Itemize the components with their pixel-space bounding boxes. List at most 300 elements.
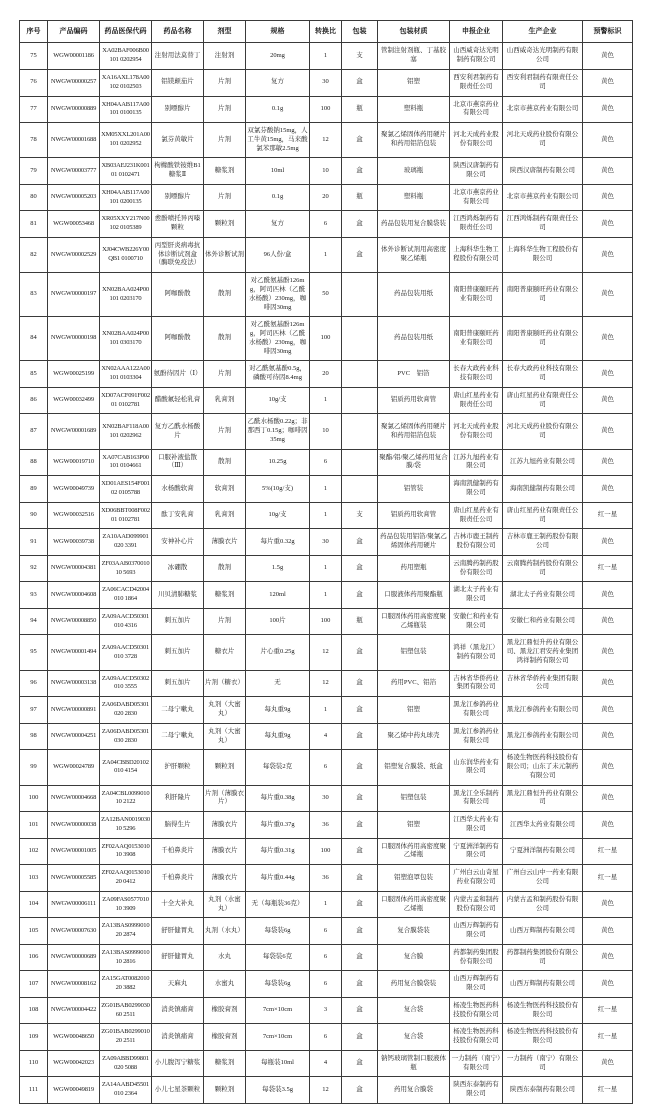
cell-applicant-company: 北京市燕京药业有限公司 <box>450 184 503 211</box>
cell-manufacturer-company: 南阳普康颐旺药业有限公司 <box>503 317 583 361</box>
cell-conversion-ratio: 10 <box>310 414 342 449</box>
cell-package <box>342 414 378 449</box>
cell-insurance-code: XD06BBT008F00201 0102781 <box>100 502 152 529</box>
cell-package-material: 药品包装用铝箔/聚氯乙烯固体药用硬片 <box>378 529 450 556</box>
cell-manufacturer-company: 山西万辉制药有限公司 <box>503 971 583 998</box>
cell-specification: 5%(10g/支) <box>246 476 310 503</box>
cell-manufacturer-company: 山西威奇达光明制药有限公司 <box>503 43 583 70</box>
cell-dosage-form: 散剂 <box>204 273 246 317</box>
cell-package <box>342 449 378 476</box>
cell-applicant-company: 一力制药（南宁）有限公司 <box>450 1050 503 1077</box>
cell-conversion-ratio: 36 <box>310 812 342 839</box>
cell-insurance-code: XD07ACF091F00201 0102781 <box>100 387 152 414</box>
cell-package: 盒 <box>342 750 378 785</box>
cell-insurance-code: XJ04CWB226Y00QB1 0100710 <box>100 237 152 272</box>
cell-insurance-code: ZA15GAT008201020 3882 <box>100 971 152 998</box>
cell-package <box>342 273 378 317</box>
cell-insurance-code: XN02AAA122A00101 0103304 <box>100 361 152 388</box>
cell-applicant-company: 唐山红星药业有限责任公司 <box>450 387 503 414</box>
cell-package: 盒 <box>342 697 378 724</box>
cell-warning-flag: 黄色 <box>583 69 633 96</box>
cell-warning-flag: 黄色 <box>583 891 633 918</box>
cell-package: 盒 <box>342 670 378 697</box>
cell-product-code: NWGW00000891 <box>48 697 100 724</box>
cell-drug-name: 枸橼酸铁铵维B1糖浆Ⅱ <box>152 158 204 185</box>
cell-drug-name: 脑得生片 <box>152 812 204 839</box>
cell-product-code: NWGW00000689 <box>48 944 100 971</box>
column-header-insurance-code: 药品医保代码 <box>100 21 152 43</box>
cell-drug-name: 别嘌醇片 <box>152 96 204 123</box>
table-row <box>20 865 633 892</box>
cell-package-material: 聚酯/铝/聚乙烯药用复合膜/袋 <box>378 449 450 476</box>
cell-package-material: 药用复合膜袋装 <box>378 971 450 998</box>
cell-insurance-code: ZA09AACD50301010 4316 <box>100 608 152 635</box>
cell-warning-flag: 黄色 <box>583 361 633 388</box>
cell-row-number: 90 <box>20 502 48 529</box>
cell-package-material: 铝塑包装 <box>378 635 450 670</box>
table-row <box>20 918 633 945</box>
cell-row-number: 77 <box>20 96 48 123</box>
cell-product-code: WGW00048650 <box>48 1024 100 1051</box>
cell-specification: 双氯芬酸钠15mg，人工牛黄15mg，马来酸氯苯那敏2.5mg <box>246 123 310 158</box>
cell-package-material: 口服固体药用高密度聚乙烯瓶 <box>378 891 450 918</box>
table-row <box>20 838 633 865</box>
column-header-specification: 规格 <box>246 21 310 43</box>
cell-product-code: WGW00042023 <box>48 1050 100 1077</box>
cell-dosage-form: 颗粒剂 <box>204 1077 246 1104</box>
cell-dosage-form: 片剂（糖衣） <box>204 670 246 697</box>
cell-package-material: 口服液体药用聚酯瓶 <box>378 582 450 609</box>
cell-row-number: 86 <box>20 387 48 414</box>
cell-package: 盒 <box>342 971 378 998</box>
column-header-warning-flag: 预警标识 <box>583 21 633 43</box>
cell-package: 盒 <box>342 785 378 812</box>
cell-drug-name: 天麻丸 <box>152 971 204 998</box>
cell-package-material: 药品包装用纸 <box>378 317 450 361</box>
table-row <box>20 785 633 812</box>
cell-conversion-ratio: 6 <box>310 1024 342 1051</box>
cell-row-number: 111 <box>20 1077 48 1104</box>
cell-applicant-company: 江西鸿烁制药有限责任公司 <box>450 211 503 238</box>
cell-applicant-company: 宁夏洲洋制药有限公司 <box>450 838 503 865</box>
cell-dosage-form: 散剂 <box>204 449 246 476</box>
cell-drug-name: 水杨酸软膏 <box>152 476 204 503</box>
cell-applicant-company: 内蒙古孟和制药股份有限公司 <box>450 891 503 918</box>
table-row <box>20 69 633 96</box>
cell-package-material: 玻璃瓶 <box>378 158 450 185</box>
table-row <box>20 273 633 317</box>
cell-warning-flag: 黄色 <box>583 414 633 449</box>
cell-conversion-ratio: 4 <box>310 1050 342 1077</box>
cell-row-number: 93 <box>20 582 48 609</box>
cell-row-number: 94 <box>20 608 48 635</box>
cell-product-code: WGW00053468 <box>48 211 100 238</box>
cell-insurance-code: XA16AXL178A00102 0102503 <box>100 69 152 96</box>
cell-row-number: 88 <box>20 449 48 476</box>
cell-product-code: NWGW00005585 <box>48 865 100 892</box>
cell-row-number: 82 <box>20 237 48 272</box>
cell-package-material: 药用PVC、铝箔 <box>378 670 450 697</box>
cell-row-number: 97 <box>20 697 48 724</box>
cell-manufacturer-company: 黑龙江鼎恒升药业有限公司、黑龙江君安药业集团鸿祥制药有限公司 <box>503 635 583 670</box>
cell-insurance-code: ZA13BAS099901010 2816 <box>100 944 152 971</box>
cell-warning-flag: 黄色 <box>583 529 633 556</box>
cell-drug-name: 氯芬黄敏片 <box>152 123 204 158</box>
column-header-applicant-company: 申报企业 <box>450 21 503 43</box>
cell-dosage-form: 乳膏剂 <box>204 387 246 414</box>
cell-product-code: WGW00039738 <box>48 529 100 556</box>
cell-product-code: NWGW00006111 <box>48 891 100 918</box>
cell-insurance-code: XH04AAB117A00101 0200135 <box>100 184 152 211</box>
cell-drug-name: 酞丁安乳膏 <box>152 502 204 529</box>
cell-specification: 对乙酰氨基酚126mg，阿司匹林（乙酰水杨酸）230mg，咖啡因30mg <box>246 317 310 361</box>
cell-dosage-form: 糖浆剂 <box>204 582 246 609</box>
cell-row-number: 100 <box>20 785 48 812</box>
cell-applicant-company: 广州白云山奇星药业有限公司 <box>450 865 503 892</box>
cell-conversion-ratio: 1 <box>310 582 342 609</box>
cell-manufacturer-company: 药都制药集团股份有限公司 <box>503 944 583 971</box>
cell-drug-name: 刺五加片 <box>152 635 204 670</box>
cell-package: 盒 <box>342 123 378 158</box>
cell-manufacturer-company: 唐山红星药业有限责任公司 <box>503 502 583 529</box>
cell-warning-flag: 黄色 <box>583 273 633 317</box>
cell-manufacturer-company: 宁夏洲洋制药有限公司 <box>503 838 583 865</box>
cell-drug-name: 十全大补丸 <box>152 891 204 918</box>
table-row <box>20 317 633 361</box>
cell-package-material: 铝管装 <box>378 476 450 503</box>
cell-applicant-company: 陕西东泰制药有限公司 <box>450 1077 503 1104</box>
cell-conversion-ratio: 20 <box>310 184 342 211</box>
cell-warning-flag: 黄色 <box>583 785 633 812</box>
cell-conversion-ratio: 6 <box>310 449 342 476</box>
table-row <box>20 211 633 238</box>
cell-package: 盒 <box>342 918 378 945</box>
table-row <box>20 158 633 185</box>
cell-insurance-code: ZA09AACD50302010 3555 <box>100 670 152 697</box>
cell-specification: 乙酰水杨酸0.22g；非那西丁0.15g；咖啡因35mg <box>246 414 310 449</box>
cell-manufacturer-company: 一力制药（南宁）有限公司 <box>503 1050 583 1077</box>
cell-applicant-company: 山西万辉制药有限公司 <box>450 918 503 945</box>
cell-dosage-form: 片剂（薄膜衣片） <box>204 785 246 812</box>
cell-warning-flag: 黄色 <box>583 387 633 414</box>
cell-package-material: 药品包装用复合膜袋装 <box>378 211 450 238</box>
cell-package-material: 药用复合膜袋 <box>378 1077 450 1104</box>
cell-package-material: 钠钙玻璃管制口服液体瓶 <box>378 1050 450 1077</box>
cell-package: 盒 <box>342 944 378 971</box>
cell-product-code: NWGW00001688 <box>48 123 100 158</box>
cell-warning-flag: 红一星 <box>583 997 633 1024</box>
cell-applicant-company: 河北天成药业股份有限公司 <box>450 414 503 449</box>
cell-warning-flag: 黄色 <box>583 582 633 609</box>
cell-insurance-code: ZA14AABD45501010 2364 <box>100 1077 152 1104</box>
cell-dosage-form: 片剂 <box>204 96 246 123</box>
cell-conversion-ratio: 1 <box>310 387 342 414</box>
cell-product-code: WGW00032516 <box>48 502 100 529</box>
cell-row-number: 83 <box>20 273 48 317</box>
cell-applicant-company: 海南凯健制药有限公司 <box>450 476 503 503</box>
cell-warning-flag: 黄色 <box>583 43 633 70</box>
cell-row-number: 98 <box>20 723 48 750</box>
cell-insurance-code: ZA09FAS057701010 3909 <box>100 891 152 918</box>
cell-warning-flag: 黄色 <box>583 123 633 158</box>
cell-dosage-form: 丸剂（大蜜丸） <box>204 723 246 750</box>
cell-package: 支 <box>342 502 378 529</box>
cell-drug-name: 千柏鼻炎片 <box>152 838 204 865</box>
table-row <box>20 1024 633 1051</box>
cell-insurance-code: XB03AEJ231K00101 0102471 <box>100 158 152 185</box>
column-header-manufacturer-company: 生产企业 <box>503 21 583 43</box>
cell-product-code: WGW00049819 <box>48 1077 100 1104</box>
cell-package: 瓶 <box>342 608 378 635</box>
cell-manufacturer-company: 杨凌生物医药科技股份有限公司；山东了未元制药有限公司 <box>503 750 583 785</box>
cell-applicant-company: 鸿祥（黑龙江）制药有限公司 <box>450 635 503 670</box>
cell-conversion-ratio: 100 <box>310 317 342 361</box>
cell-warning-flag: 黄色 <box>583 96 633 123</box>
cell-specification: 每瓶装10ml <box>246 1050 310 1077</box>
cell-package: 盒 <box>342 812 378 839</box>
cell-package-material: 复合膜袋装 <box>378 918 450 945</box>
cell-applicant-company: 杨凌生物医药科技股份有限公司 <box>450 997 503 1024</box>
cell-dosage-form: 片剂 <box>204 184 246 211</box>
table-row <box>20 1050 633 1077</box>
cell-package-material: 复合膜 <box>378 944 450 971</box>
cell-specification: 每袋装6克 <box>246 944 310 971</box>
cell-warning-flag: 红一星 <box>583 838 633 865</box>
table-header <box>20 21 633 43</box>
cell-specification: 无 <box>246 670 310 697</box>
cell-applicant-company: 黑龙江参鸽药业有限公司 <box>450 723 503 750</box>
cell-row-number: 96 <box>20 670 48 697</box>
cell-warning-flag: 黄色 <box>583 750 633 785</box>
cell-product-code: NWGW00008850 <box>48 608 100 635</box>
cell-row-number: 91 <box>20 529 48 556</box>
column-header-drug-name: 药品名称 <box>152 21 204 43</box>
cell-drug-name: 护肝颗粒 <box>152 750 204 785</box>
cell-conversion-ratio: 6 <box>310 211 342 238</box>
cell-applicant-company: 吉林省华侨药业集团有限公司 <box>450 670 503 697</box>
table-row <box>20 697 633 724</box>
cell-row-number: 103 <box>20 865 48 892</box>
cell-conversion-ratio: 6 <box>310 971 342 998</box>
cell-product-code: NWGW00000038 <box>48 812 100 839</box>
cell-insurance-code: XA07CAB163P00101 0104661 <box>100 449 152 476</box>
cell-drug-name: 氨酚待因片（Ⅰ） <box>152 361 204 388</box>
column-header-package: 包装 <box>342 21 378 43</box>
cell-drug-name: 冰硼散 <box>152 555 204 582</box>
table-row <box>20 555 633 582</box>
cell-specification: 片心重0.25g <box>246 635 310 670</box>
cell-row-number: 108 <box>20 997 48 1024</box>
cell-conversion-ratio: 4 <box>310 723 342 750</box>
cell-product-code: NWGW00001689 <box>48 414 100 449</box>
cell-drug-name: 口服补液盐散（Ⅲ） <box>152 449 204 476</box>
cell-package <box>342 387 378 414</box>
cell-dosage-form: 片剂 <box>204 608 246 635</box>
cell-package: 盒 <box>342 635 378 670</box>
cell-specification: 10ml <box>246 158 310 185</box>
cell-row-number: 101 <box>20 812 48 839</box>
cell-specification: 无（每瓶装36克） <box>246 891 310 918</box>
cell-dosage-form: 薄膜衣片 <box>204 529 246 556</box>
table-row <box>20 670 633 697</box>
cell-drug-name: 舒肝健胃丸 <box>152 918 204 945</box>
column-header-package-material: 包装材质 <box>378 21 450 43</box>
cell-insurance-code: ZA04CBBD20102010 4154 <box>100 750 152 785</box>
cell-drug-name: 愈酚喷托异丙嗪颗粒 <box>152 211 204 238</box>
cell-row-number: 105 <box>20 918 48 945</box>
cell-insurance-code: ZA04CBL009901010 2122 <box>100 785 152 812</box>
cell-applicant-company: 吉林市鹿王制药股份有限公司 <box>450 529 503 556</box>
column-header-dosage-form: 剂型 <box>204 21 246 43</box>
cell-specification: 复方 <box>246 211 310 238</box>
cell-product-code: NWGW00007630 <box>48 918 100 945</box>
cell-package-material: 聚乙烯中药丸球壳 <box>378 723 450 750</box>
cell-applicant-company: 上海科华生物工程股份有限公司 <box>450 237 503 272</box>
cell-product-code: NWGW00003777 <box>48 158 100 185</box>
cell-manufacturer-company: 广州白云山中一药业有限公司 <box>503 865 583 892</box>
cell-package-material: 铝塑 <box>378 697 450 724</box>
cell-conversion-ratio: 6 <box>310 918 342 945</box>
cell-product-code: WGW00025199 <box>48 361 100 388</box>
cell-package: 盒 <box>342 1024 378 1051</box>
cell-insurance-code: ZF03AAB037001010 5693 <box>100 555 152 582</box>
cell-insurance-code: XM05XXL201A00101 0202952 <box>100 123 152 158</box>
cell-package-material: 铝塑 <box>378 812 450 839</box>
cell-conversion-ratio: 12 <box>310 1077 342 1104</box>
cell-insurance-code: ZA06DABD05301020 2830 <box>100 697 152 724</box>
cell-package-material: 铝塑泡罩包装 <box>378 865 450 892</box>
cell-specification: 10.25g <box>246 449 310 476</box>
cell-package: 支 <box>342 43 378 70</box>
cell-applicant-company: 药都制药集团股份有限公司 <box>450 944 503 971</box>
cell-manufacturer-company: 江西鸿烁制药有限责任公司 <box>503 211 583 238</box>
cell-manufacturer-company: 吉林省华侨药业集团有限公司 <box>503 670 583 697</box>
table-row <box>20 96 633 123</box>
cell-applicant-company: 杨凌生物医药科技股份有限公司 <box>450 1024 503 1051</box>
cell-drug-name: 阿咖酚散 <box>152 317 204 361</box>
cell-drug-name: 醋酸氟轻松乳膏 <box>152 387 204 414</box>
cell-package-material: 铝塑复合膜袋、纸盒 <box>378 750 450 785</box>
cell-dosage-form: 薄膜衣片 <box>204 812 246 839</box>
cell-applicant-company: 南阳普康颐旺药业有限公司 <box>450 273 503 317</box>
cell-specification: 0.1g <box>246 184 310 211</box>
cell-manufacturer-company: 海南凯健制药有限公司 <box>503 476 583 503</box>
cell-warning-flag: 红一星 <box>583 1077 633 1104</box>
cell-dosage-form: 水丸 <box>204 944 246 971</box>
cell-warning-flag: 黄色 <box>583 158 633 185</box>
table-row <box>20 529 633 556</box>
cell-drug-name: 安神补心片 <box>152 529 204 556</box>
cell-row-number: 102 <box>20 838 48 865</box>
cell-specification: 10g/支 <box>246 387 310 414</box>
cell-specification: 120ml <box>246 582 310 609</box>
cell-row-number: 110 <box>20 1050 48 1077</box>
cell-warning-flag: 黄色 <box>583 812 633 839</box>
cell-specification: 100片 <box>246 608 310 635</box>
cell-dosage-form: 丸剂（水蜜丸） <box>204 891 246 918</box>
cell-package: 盒 <box>342 582 378 609</box>
cell-package <box>342 476 378 503</box>
cell-manufacturer-company: 河北天成药业股份有限公司 <box>503 414 583 449</box>
cell-conversion-ratio: 1 <box>310 697 342 724</box>
cell-conversion-ratio: 6 <box>310 944 342 971</box>
cell-package-material: 聚氯乙烯固体药用硬片和药用铝箔包装 <box>378 414 450 449</box>
cell-specification: 10g/支 <box>246 502 310 529</box>
cell-warning-flag: 黄色 <box>583 670 633 697</box>
cell-dosage-form: 散剂 <box>204 317 246 361</box>
cell-package-material: 口服固体药用高密度聚乙烯瓶装 <box>378 608 450 635</box>
cell-dosage-form: 乳膏剂 <box>204 502 246 529</box>
cell-specification: 7cm×10cm <box>246 1024 310 1051</box>
cell-row-number: 80 <box>20 184 48 211</box>
cell-product-code: NWGW00000198 <box>48 317 100 361</box>
cell-dosage-form: 软膏剂 <box>204 476 246 503</box>
cell-drug-name: 舒肝健胃丸 <box>152 944 204 971</box>
cell-drug-name: 刺五加片 <box>152 670 204 697</box>
cell-manufacturer-company: 吉林市鹿王制药股份有限公司 <box>503 529 583 556</box>
cell-package: 盒 <box>342 723 378 750</box>
cell-insurance-code: ZA06CACD42004010 1864 <box>100 582 152 609</box>
cell-package: 瓶 <box>342 96 378 123</box>
cell-product-code: NWGW00000889 <box>48 96 100 123</box>
cell-manufacturer-company: 山西万辉制药有限公司 <box>503 918 583 945</box>
cell-warning-flag: 黄色 <box>583 1050 633 1077</box>
cell-dosage-form: 片剂 <box>204 361 246 388</box>
cell-dosage-form: 薄膜衣片 <box>204 865 246 892</box>
cell-product-code: NWGW00003138 <box>48 670 100 697</box>
cell-manufacturer-company: 安徽仁和药业有限公司 <box>503 608 583 635</box>
cell-warning-flag: 红一星 <box>583 1024 633 1051</box>
cell-applicant-company: 云南腾药制药股份有限公司 <box>450 555 503 582</box>
cell-specification: 对乙酰氨基酚0.5g，磷酸可待因8.4mg <box>246 361 310 388</box>
cell-insurance-code: ZG01BAB029903060 2511 <box>100 997 152 1024</box>
cell-dosage-form: 片剂 <box>204 123 246 158</box>
cell-package-material: 药用塑瓶 <box>378 555 450 582</box>
cell-applicant-company: 河北天成药业股份有限公司 <box>450 123 503 158</box>
cell-package-material: 聚氯乙烯固体药用硬片和药用铝箔包装 <box>378 123 450 158</box>
cell-applicant-company: 长春大政药业科技有限公司 <box>450 361 503 388</box>
column-header-row-number: 序号 <box>20 21 48 43</box>
cell-warning-flag: 红一星 <box>583 502 633 529</box>
cell-specification: 每袋装3.5g <box>246 1077 310 1104</box>
cell-row-number: 99 <box>20 750 48 785</box>
cell-specification: 每袋装6g <box>246 971 310 998</box>
cell-drug-name: 复方乙酰水杨酸片 <box>152 414 204 449</box>
cell-manufacturer-company: 黑龙江参鸽药业有限公司 <box>503 723 583 750</box>
cell-specification: 每片重0.44g <box>246 865 310 892</box>
cell-applicant-company: 西安利君制药有限责任公司 <box>450 69 503 96</box>
table-row <box>20 997 633 1024</box>
cell-warning-flag: 黄色 <box>583 635 633 670</box>
header-row <box>20 21 633 43</box>
cell-warning-flag: 红一星 <box>583 555 633 582</box>
cell-product-code: NWGW00005203 <box>48 184 100 211</box>
cell-dosage-form: 体外诊断试剂 <box>204 237 246 272</box>
cell-insurance-code: ZA10AAD099901020 3391 <box>100 529 152 556</box>
cell-conversion-ratio: 1 <box>310 237 342 272</box>
cell-conversion-ratio: 3 <box>310 997 342 1024</box>
cell-dosage-form: 糖衣片 <box>204 635 246 670</box>
cell-row-number: 107 <box>20 971 48 998</box>
cell-package-material: 体外诊断试剂用高密度聚乙烯瓶 <box>378 237 450 272</box>
cell-specification: 每片重0.31g <box>246 838 310 865</box>
cell-insurance-code: ZA09AACD50301010 3728 <box>100 635 152 670</box>
cell-specification: 7cm×10cm <box>246 997 310 1024</box>
cell-product-code: WGW00024789 <box>48 750 100 785</box>
cell-row-number: 84 <box>20 317 48 361</box>
cell-package: 盒 <box>342 529 378 556</box>
cell-package <box>342 317 378 361</box>
